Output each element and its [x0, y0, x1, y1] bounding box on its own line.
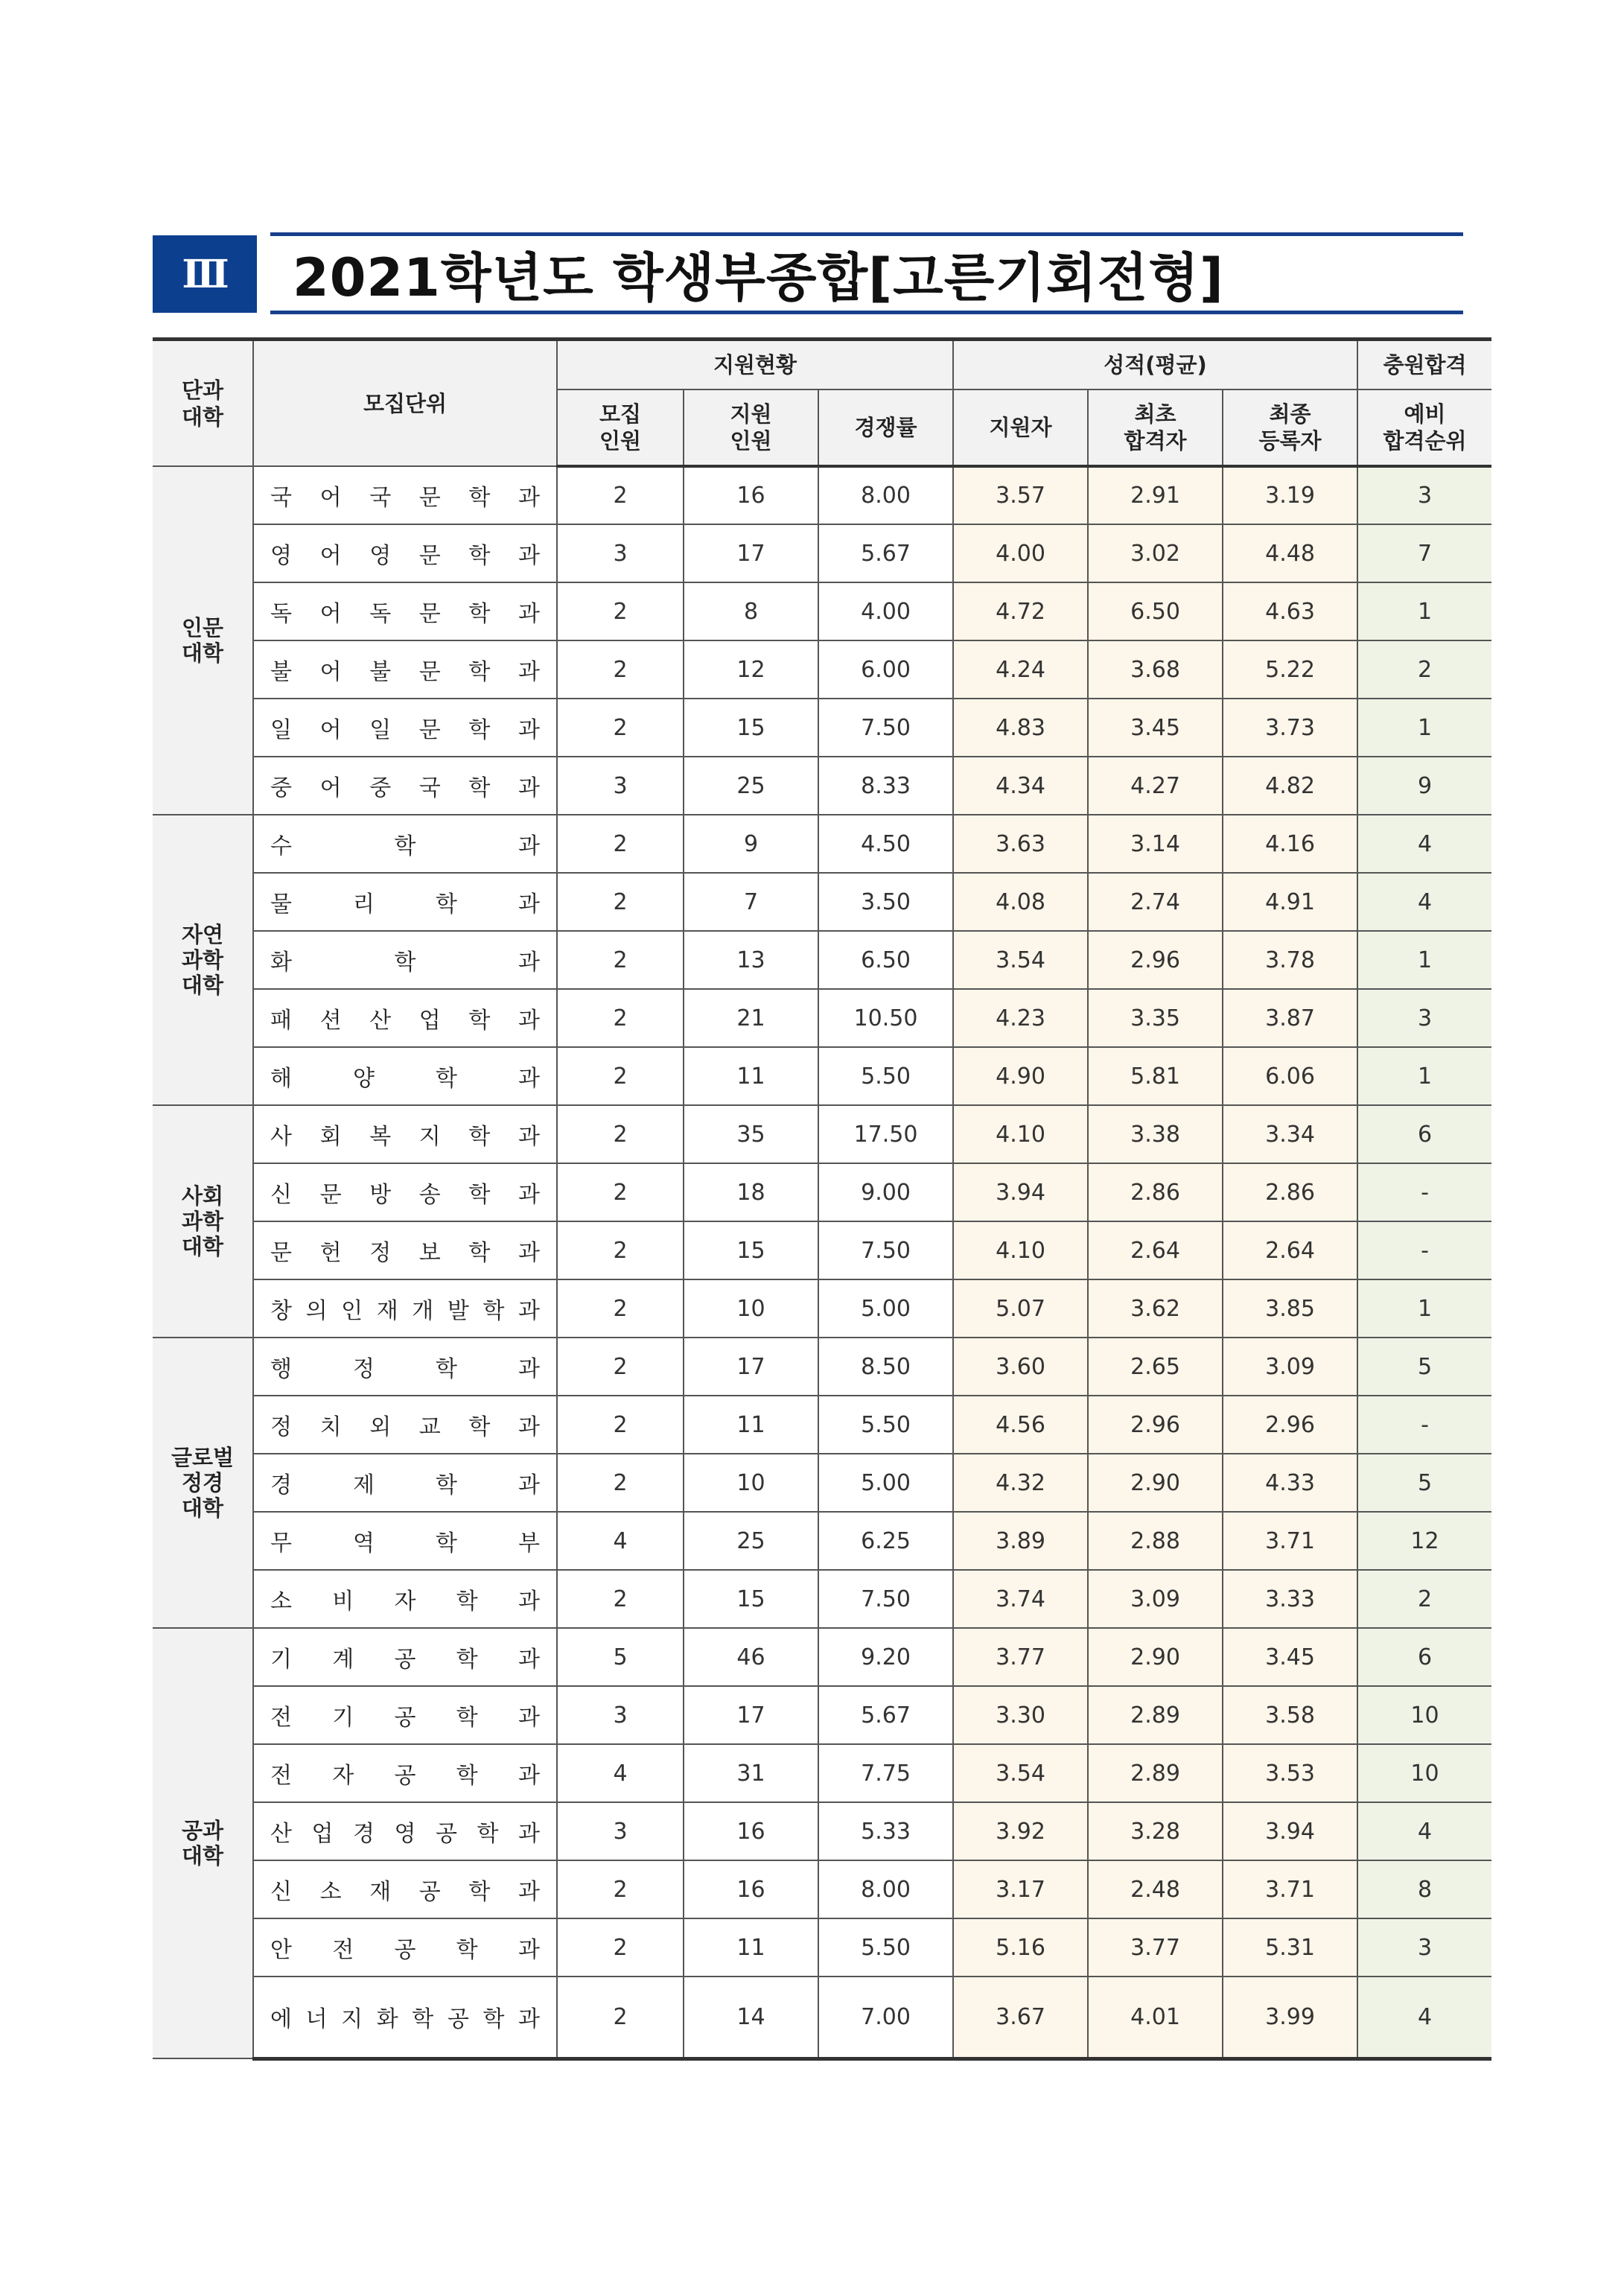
cell-final-reg: 4.16: [1223, 815, 1357, 873]
cell-final-reg: 3.34: [1223, 1105, 1357, 1163]
cell-recruit: 2: [557, 1396, 684, 1454]
table-row: [153, 1918, 1491, 1977]
cell-applicant-avg: 3.77: [953, 1628, 1088, 1686]
table-row: [153, 1221, 1491, 1279]
cell-final-reg: 2.64: [1223, 1221, 1357, 1279]
header-group-apply: 지원현황: [557, 340, 953, 390]
cell-recruit: 2: [557, 931, 684, 989]
cell-waitlist: 1: [1357, 582, 1491, 640]
cell-recruit: 2: [557, 1860, 684, 1918]
cell-final-reg: 4.33: [1223, 1454, 1357, 1512]
cell-first-pass: 3.45: [1088, 699, 1223, 757]
cell-ratio: 8.00: [818, 466, 953, 524]
department-name: 사 회 복 지 학 과: [253, 1105, 557, 1163]
cell-recruit: 3: [557, 1802, 684, 1860]
cell-applicant-avg: 4.56: [953, 1396, 1088, 1454]
cell-recruit: 2: [557, 1338, 684, 1396]
cell-ratio: 5.67: [818, 524, 953, 582]
cell-final-reg: 3.53: [1223, 1744, 1357, 1802]
cell-first-pass: 2.96: [1088, 1396, 1223, 1454]
department-name: 에 너 지 화 학 공 학 과: [253, 1977, 557, 2058]
cell-ratio: 7.00: [818, 1977, 953, 2058]
cell-applicants: 46: [684, 1628, 818, 1686]
header-applicant-avg: 지원자: [953, 389, 1088, 466]
cell-first-pass: 3.14: [1088, 815, 1223, 873]
cell-first-pass: 2.65: [1088, 1338, 1223, 1396]
cell-first-pass: 2.89: [1088, 1744, 1223, 1802]
cell-first-pass: 2.48: [1088, 1860, 1223, 1918]
cell-first-pass: 4.01: [1088, 1977, 1223, 2058]
department-name: 전 기 공 학 과: [253, 1686, 557, 1744]
cell-recruit: 2: [557, 466, 684, 524]
cell-final-reg: 3.94: [1223, 1802, 1357, 1860]
table-row: [153, 466, 1491, 524]
header-ratio: 경쟁률: [818, 389, 953, 466]
cell-applicant-avg: 3.57: [953, 466, 1088, 524]
table-row: [153, 1105, 1491, 1163]
cell-recruit: 2: [557, 873, 684, 931]
cell-applicant-avg: 4.32: [953, 1454, 1088, 1512]
cell-recruit: 4: [557, 1744, 684, 1802]
cell-applicant-avg: 4.90: [953, 1047, 1088, 1105]
cell-final-reg: 6.06: [1223, 1047, 1357, 1105]
cell-applicant-avg: 4.00: [953, 524, 1088, 582]
cell-final-reg: 2.86: [1223, 1163, 1357, 1221]
cell-applicant-avg: 3.89: [953, 1512, 1088, 1570]
department-name: 소 비 자 학 과: [253, 1570, 557, 1628]
table-row: [153, 699, 1491, 757]
cell-ratio: 17.50: [818, 1105, 953, 1163]
cell-recruit: 2: [557, 1047, 684, 1105]
cell-applicant-avg: 4.24: [953, 640, 1088, 699]
cell-applicants: 25: [684, 757, 818, 815]
admission-results-table: [153, 337, 1491, 2061]
table-row: [153, 1163, 1491, 1221]
cell-applicant-avg: 3.17: [953, 1860, 1088, 1918]
cell-waitlist: 1: [1357, 931, 1491, 989]
cell-applicant-avg: 4.34: [953, 757, 1088, 815]
department-name: 독 어 독 문 학 과: [253, 582, 557, 640]
cell-ratio: 9.00: [818, 1163, 953, 1221]
cell-applicants: 14: [684, 1977, 818, 2058]
cell-ratio: 3.50: [818, 873, 953, 931]
table-row: [153, 582, 1491, 640]
cell-first-pass: 3.68: [1088, 640, 1223, 699]
table-row: [153, 1338, 1491, 1396]
cell-first-pass: 3.35: [1088, 989, 1223, 1047]
cell-recruit: 2: [557, 582, 684, 640]
cell-first-pass: 6.50: [1088, 582, 1223, 640]
table-row: [153, 1860, 1491, 1918]
table-row: [153, 1047, 1491, 1105]
table-row: [153, 815, 1491, 873]
cell-applicants: 8: [684, 582, 818, 640]
cell-ratio: 6.50: [818, 931, 953, 989]
cell-applicants: 7: [684, 873, 818, 931]
cell-first-pass: 2.90: [1088, 1454, 1223, 1512]
cell-ratio: 6.25: [818, 1512, 953, 1570]
cell-applicants: 15: [684, 1570, 818, 1628]
header-group-score: 성적(평균): [953, 340, 1357, 390]
cell-applicants: 16: [684, 466, 818, 524]
cell-recruit: 2: [557, 1918, 684, 1977]
cell-recruit: 2: [557, 1105, 684, 1163]
cell-applicant-avg: 3.60: [953, 1338, 1088, 1396]
cell-ratio: 5.33: [818, 1802, 953, 1860]
cell-first-pass: 2.96: [1088, 931, 1223, 989]
department-name: 중 어 중 국 학 과: [253, 757, 557, 815]
department-name: 화 학 과: [253, 931, 557, 989]
cell-ratio: 4.00: [818, 582, 953, 640]
department-name: 창 의 인 재 개 발 학 과: [253, 1279, 557, 1338]
cell-recruit: 2: [557, 815, 684, 873]
table-row: [153, 1570, 1491, 1628]
cell-final-reg: 3.99: [1223, 1977, 1357, 2058]
cell-recruit: 2: [557, 699, 684, 757]
cell-ratio: 10.50: [818, 989, 953, 1047]
cell-recruit: 4: [557, 1512, 684, 1570]
cell-waitlist: -: [1357, 1396, 1491, 1454]
cell-waitlist: 9: [1357, 757, 1491, 815]
cell-waitlist: 7: [1357, 524, 1491, 582]
cell-applicant-avg: 3.74: [953, 1570, 1088, 1628]
cell-waitlist: 4: [1357, 1802, 1491, 1860]
department-name: 행 정 학 과: [253, 1338, 557, 1396]
cell-waitlist: 12: [1357, 1512, 1491, 1570]
cell-applicant-avg: 4.72: [953, 582, 1088, 640]
department-name: 경 제 학 과: [253, 1454, 557, 1512]
cell-applicant-avg: 3.94: [953, 1163, 1088, 1221]
cell-recruit: 2: [557, 1221, 684, 1279]
section-title: 2021학년도 학생부종합[고른기회전형]: [293, 247, 1224, 308]
department-name: 패 션 산 업 학 과: [253, 989, 557, 1047]
department-name: 문 헌 정 보 학 과: [253, 1221, 557, 1279]
cell-waitlist: 2: [1357, 640, 1491, 699]
cell-ratio: 5.50: [818, 1047, 953, 1105]
cell-applicant-avg: 3.63: [953, 815, 1088, 873]
cell-applicant-avg: 4.83: [953, 699, 1088, 757]
department-name: 정 치 외 교 학 과: [253, 1396, 557, 1454]
department-name: 신 소 재 공 학 과: [253, 1860, 557, 1918]
cell-first-pass: 3.38: [1088, 1105, 1223, 1163]
cell-recruit: 2: [557, 989, 684, 1047]
cell-waitlist: 2: [1357, 1570, 1491, 1628]
cell-ratio: 6.00: [818, 640, 953, 699]
header-waitlist: 예비 합격순위: [1357, 389, 1491, 466]
cell-waitlist: 1: [1357, 699, 1491, 757]
cell-final-reg: 3.71: [1223, 1860, 1357, 1918]
cell-recruit: 2: [557, 1570, 684, 1628]
department-name: 영 어 영 문 학 과: [253, 524, 557, 582]
cell-final-reg: 3.73: [1223, 699, 1357, 757]
cell-recruit: 3: [557, 1686, 684, 1744]
cell-final-reg: 3.87: [1223, 989, 1357, 1047]
cell-recruit: 2: [557, 1279, 684, 1338]
college-name: 글로벌 정경 대학: [153, 1338, 253, 1628]
cell-final-reg: 3.71: [1223, 1512, 1357, 1570]
cell-applicants: 15: [684, 699, 818, 757]
header-unit: 모집단위: [253, 340, 557, 467]
cell-first-pass: 5.81: [1088, 1047, 1223, 1105]
department-name: 불 어 불 문 학 과: [253, 640, 557, 699]
cell-ratio: 8.33: [818, 757, 953, 815]
cell-waitlist: 1: [1357, 1047, 1491, 1105]
cell-applicant-avg: 5.16: [953, 1918, 1088, 1977]
department-name: 기 계 공 학 과: [253, 1628, 557, 1686]
department-name: 일 어 일 문 학 과: [253, 699, 557, 757]
cell-waitlist: 4: [1357, 1977, 1491, 2058]
department-name: 전 자 공 학 과: [253, 1744, 557, 1802]
cell-recruit: 2: [557, 640, 684, 699]
cell-first-pass: 2.88: [1088, 1512, 1223, 1570]
cell-final-reg: 5.22: [1223, 640, 1357, 699]
cell-applicants: 11: [684, 1396, 818, 1454]
cell-applicants: 15: [684, 1221, 818, 1279]
header-applicants: 지원 인원: [684, 389, 818, 466]
cell-recruit: 3: [557, 757, 684, 815]
cell-applicant-avg: 3.54: [953, 931, 1088, 989]
cell-applicants: 25: [684, 1512, 818, 1570]
cell-final-reg: 4.48: [1223, 524, 1357, 582]
cell-final-reg: 3.19: [1223, 466, 1357, 524]
table-row: [153, 1744, 1491, 1802]
cell-ratio: 7.50: [818, 1570, 953, 1628]
cell-first-pass: 2.89: [1088, 1686, 1223, 1744]
cell-ratio: 5.00: [818, 1454, 953, 1512]
cell-applicants: 31: [684, 1744, 818, 1802]
table-row: [153, 873, 1491, 931]
cell-applicants: 17: [684, 1338, 818, 1396]
cell-waitlist: 10: [1357, 1686, 1491, 1744]
table-row: [153, 1279, 1491, 1338]
cell-applicants: 11: [684, 1047, 818, 1105]
cell-applicant-avg: 5.07: [953, 1279, 1088, 1338]
department-name: 수 학 과: [253, 815, 557, 873]
cell-ratio: 5.50: [818, 1396, 953, 1454]
table-row: [153, 757, 1491, 815]
department-name: 안 전 공 학 과: [253, 1918, 557, 1977]
cell-recruit: 5: [557, 1628, 684, 1686]
cell-first-pass: 3.02: [1088, 524, 1223, 582]
cell-final-reg: 2.96: [1223, 1396, 1357, 1454]
cell-applicant-avg: 3.54: [953, 1744, 1088, 1802]
cell-waitlist: 4: [1357, 815, 1491, 873]
college-name: 자연 과학 대학: [153, 815, 253, 1105]
cell-ratio: 9.20: [818, 1628, 953, 1686]
cell-final-reg: 3.09: [1223, 1338, 1357, 1396]
table-body: [153, 466, 1491, 2058]
cell-applicants: 17: [684, 1686, 818, 1744]
cell-applicants: 12: [684, 640, 818, 699]
cell-applicants: 21: [684, 989, 818, 1047]
cell-final-reg: 3.85: [1223, 1279, 1357, 1338]
cell-recruit: 2: [557, 1977, 684, 2058]
table-row: [153, 1802, 1491, 1860]
table-row: [153, 931, 1491, 989]
cell-applicants: 13: [684, 931, 818, 989]
table-row: [153, 989, 1491, 1047]
college-name: 사회 과학 대학: [153, 1105, 253, 1338]
cell-waitlist: 10: [1357, 1744, 1491, 1802]
college-name: 인문 대학: [153, 466, 253, 815]
cell-ratio: 7.75: [818, 1744, 953, 1802]
cell-final-reg: 3.45: [1223, 1628, 1357, 1686]
section-header: [153, 232, 1463, 314]
header-college: 단과 대학: [153, 340, 253, 467]
cell-waitlist: 4: [1357, 873, 1491, 931]
cell-recruit: 2: [557, 1163, 684, 1221]
section-number-badge: Ⅲ: [153, 235, 257, 313]
cell-first-pass: 3.62: [1088, 1279, 1223, 1338]
cell-final-reg: 4.91: [1223, 873, 1357, 931]
cell-applicants: 35: [684, 1105, 818, 1163]
cell-final-reg: 3.78: [1223, 931, 1357, 989]
cell-final-reg: 3.58: [1223, 1686, 1357, 1744]
cell-applicants: 10: [684, 1279, 818, 1338]
cell-ratio: 4.50: [818, 815, 953, 873]
cell-ratio: 7.50: [818, 699, 953, 757]
cell-waitlist: 3: [1357, 989, 1491, 1047]
cell-final-reg: 4.82: [1223, 757, 1357, 815]
cell-applicants: 10: [684, 1454, 818, 1512]
cell-waitlist: 5: [1357, 1454, 1491, 1512]
cell-applicants: 17: [684, 524, 818, 582]
table-row: [153, 1454, 1491, 1512]
header-recruit: 모집 인원: [557, 389, 684, 466]
cell-waitlist: -: [1357, 1163, 1491, 1221]
cell-recruit: 2: [557, 1454, 684, 1512]
cell-first-pass: 2.86: [1088, 1163, 1223, 1221]
table-row: [153, 640, 1491, 699]
department-name: 신 문 방 송 학 과: [253, 1163, 557, 1221]
cell-applicant-avg: 3.30: [953, 1686, 1088, 1744]
department-name: 산 업 경 영 공 학 과: [253, 1802, 557, 1860]
department-name: 해 양 학 과: [253, 1047, 557, 1105]
cell-applicants: 9: [684, 815, 818, 873]
cell-first-pass: 2.90: [1088, 1628, 1223, 1686]
cell-waitlist: 6: [1357, 1628, 1491, 1686]
cell-waitlist: 3: [1357, 1918, 1491, 1977]
cell-applicants: 16: [684, 1860, 818, 1918]
cell-ratio: 7.50: [818, 1221, 953, 1279]
cell-applicant-avg: 4.08: [953, 873, 1088, 931]
cell-applicants: 18: [684, 1163, 818, 1221]
cell-applicant-avg: 4.10: [953, 1105, 1088, 1163]
table-row: [153, 524, 1491, 582]
cell-ratio: 8.00: [818, 1860, 953, 1918]
cell-final-reg: 3.33: [1223, 1570, 1357, 1628]
college-name: 공과 대학: [153, 1628, 253, 2058]
cell-applicant-avg: 3.92: [953, 1802, 1088, 1860]
cell-first-pass: 3.09: [1088, 1570, 1223, 1628]
cell-waitlist: 6: [1357, 1105, 1491, 1163]
cell-waitlist: 3: [1357, 466, 1491, 524]
cell-applicant-avg: 4.10: [953, 1221, 1088, 1279]
cell-first-pass: 3.77: [1088, 1918, 1223, 1977]
cell-ratio: 5.00: [818, 1279, 953, 1338]
department-name: 국 어 국 문 학 과: [253, 466, 557, 524]
header-group-add: 충원합격: [1357, 340, 1491, 390]
cell-waitlist: 1: [1357, 1279, 1491, 1338]
cell-applicant-avg: 4.23: [953, 989, 1088, 1047]
header-first-pass: 최초 합격자: [1088, 389, 1223, 466]
cell-recruit: 3: [557, 524, 684, 582]
cell-final-reg: 4.63: [1223, 582, 1357, 640]
cell-first-pass: 2.74: [1088, 873, 1223, 931]
table-row: [153, 1512, 1491, 1570]
cell-first-pass: 3.28: [1088, 1802, 1223, 1860]
cell-first-pass: 2.91: [1088, 466, 1223, 524]
table-row: [153, 1396, 1491, 1454]
cell-final-reg: 5.31: [1223, 1918, 1357, 1977]
table-row: [153, 1977, 1491, 2058]
department-name: 물 리 학 과: [253, 873, 557, 931]
cell-ratio: 5.67: [818, 1686, 953, 1744]
cell-applicants: 11: [684, 1918, 818, 1977]
cell-waitlist: -: [1357, 1221, 1491, 1279]
cell-ratio: 5.50: [818, 1918, 953, 1977]
cell-waitlist: 8: [1357, 1860, 1491, 1918]
cell-first-pass: 4.27: [1088, 757, 1223, 815]
cell-first-pass: 2.64: [1088, 1221, 1223, 1279]
header-final-reg: 최종 등록자: [1223, 389, 1357, 466]
cell-waitlist: 5: [1357, 1338, 1491, 1396]
table-row: [153, 1628, 1491, 1686]
section-title-box: [270, 232, 1463, 314]
cell-ratio: 8.50: [818, 1338, 953, 1396]
table-row: [153, 1686, 1491, 1744]
department-name: 무 역 학 부: [253, 1512, 557, 1570]
cell-applicants: 16: [684, 1802, 818, 1860]
cell-applicant-avg: 3.67: [953, 1977, 1088, 2058]
